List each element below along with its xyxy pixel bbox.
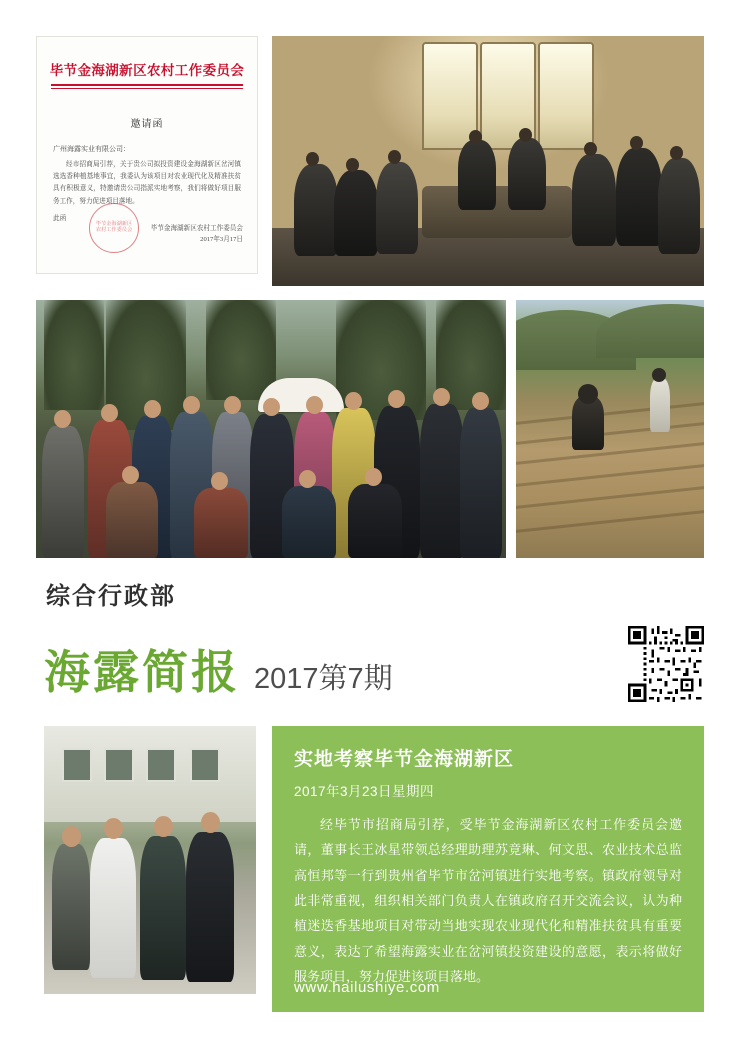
letter-signature-org: 毕节金海湖新区农村工作委员会 xyxy=(150,224,243,232)
letter-signature xyxy=(151,223,243,245)
meeting-room-photo xyxy=(272,36,704,286)
farm-field-photo xyxy=(516,300,704,558)
article-card xyxy=(272,726,704,1012)
page-title xyxy=(44,636,393,702)
letter-org-header: 毕节金海湖新区农村工作委员会 xyxy=(49,63,245,78)
article-body: 经毕节市招商局引荐，受毕节金海湖新区农村工作委员会邀请，董事长王冰星带领总经理助理苏竟琳、何文思、农业技术总监高恒邦等一行到贵州省毕节市岔河镇进行实地考察。镇政府领导对此非常重视，组织相关部门负责人在镇政府召开交流会议，认为种植迷迭香基地项目对带动当地实现农业现代化和精准扶贫具有重要意义，表达了希望海露实业在岔河镇投资建设的意愿，表示将做好服务项目，努力促进该项目落地。 xyxy=(294,817,682,985)
qr-code[interactable] xyxy=(628,626,704,702)
article-title: 实地考察毕节金海湖新区 xyxy=(294,749,515,770)
qr-code-icon xyxy=(628,626,704,702)
publication-title: 海露简报 xyxy=(44,646,240,698)
site-visit-photo xyxy=(44,726,256,994)
letter-closing: 此函 xyxy=(53,214,67,222)
letter-rule-thick xyxy=(51,84,243,86)
website-url[interactable]: www.hailushiye.com xyxy=(294,979,440,996)
article-date: 2017年3月23日星期四 xyxy=(294,784,435,799)
letter-recipient: 广州海露实业有限公司： xyxy=(53,145,130,153)
letter-body: 经市招商局引荐，关于贵公司拟投资建设金海湖新区岔河镇选选香种植基地事宜，我委认为该项目对农业现代化及精准扶贫具有积极意义，特邀请贵公司指派实地考察，我们将做好项目服务工作，努力促进项目落地。 xyxy=(53,161,241,205)
department-title: 综合行政部 xyxy=(46,583,176,610)
letter-signature-date: 2017年3月17日 xyxy=(200,235,243,243)
letter-rule-thin xyxy=(51,88,243,89)
letter-title: 邀请函 xyxy=(130,119,164,130)
invitation-letter-image xyxy=(36,36,258,274)
outdoor-group-photo xyxy=(36,300,506,558)
issue-number: 2017第7期 xyxy=(254,663,393,695)
official-seal: 毕节金海湖新区农村工作委员会 xyxy=(89,203,139,253)
